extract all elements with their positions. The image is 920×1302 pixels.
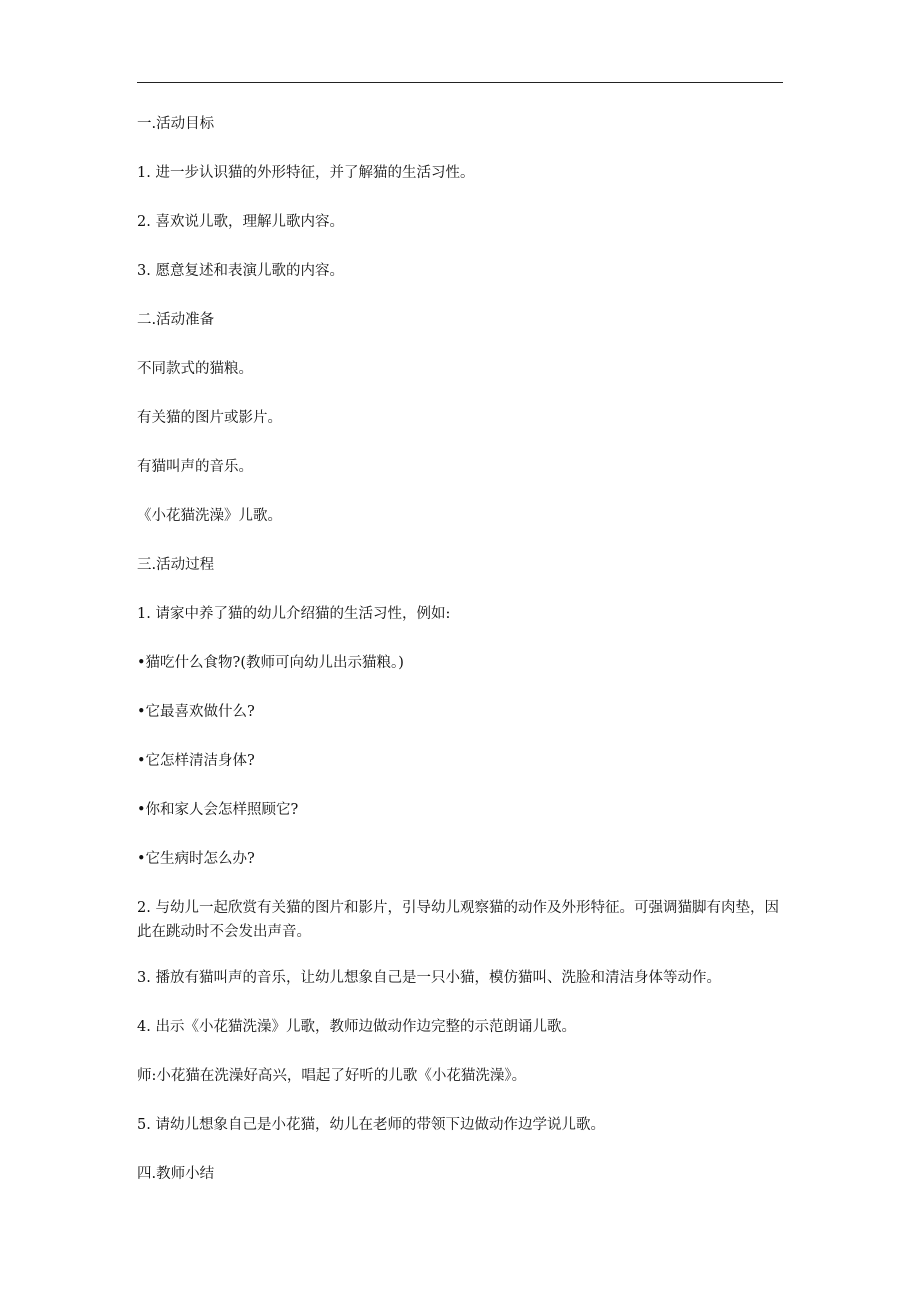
preparation-item-3: 有猫叫声的音乐。 (137, 459, 253, 475)
preparation-item-1: 不同款式的猫粮。 (137, 361, 253, 377)
goal-item-1: 1. 进一步认识猫的外形特征，并了解猫的生活习性。 (137, 165, 475, 181)
process-step-5: 5. 请幼儿想象自己是小花猫，幼儿在老师的带领下边做动作边学说儿歌。 (137, 1117, 605, 1133)
section-heading-summary: 四.教师小结 (137, 1166, 215, 1182)
section-heading-process: 三.活动过程 (137, 557, 215, 573)
preparation-item-2: 有关猫的图片或影片。 (137, 410, 282, 426)
section-heading-preparation: 二.活动准备 (137, 312, 215, 328)
section-heading-goals: 一.活动目标 (137, 116, 215, 132)
document-body (137, 112, 785, 1211)
header-rule (137, 82, 783, 83)
process-question-4: •你和家人会怎样照顾它? (137, 802, 299, 818)
process-question-3: •它怎样清洁身体? (137, 753, 255, 769)
teacher-line: 师:小花猫在洗澡好高兴，唱起了好听的儿歌《小花猫洗澡》。 (137, 1068, 527, 1084)
process-step-4: 4. 出示《小花猫洗澡》儿歌，教师边做动作边完整的示范朗诵儿歌。 (137, 1019, 576, 1035)
process-question-2: •它最喜欢做什么? (137, 704, 255, 720)
process-question-1: •猫吃什么食物?(教师可向幼儿出示猫粮。) (137, 655, 404, 671)
process-question-5: •它生病时怎么办? (137, 851, 255, 867)
goal-item-3: 3. 愿意复述和表演儿歌的内容。 (137, 263, 344, 279)
goal-item-2: 2. 喜欢说儿歌，理解儿歌内容。 (137, 214, 344, 230)
process-step-3: 3. 播放有猫叫声的音乐，让幼儿想象自己是一只小猫，模仿猫叫、洗脸和清洁身体等动作。 (137, 970, 721, 986)
process-step-2: 2. 与幼儿一起欣赏有关猫的图片和影片，引导幼儿观察猫的动作及外形特征。可强调猫脚有肉垫，因此在跳动时不会发出声音。 (137, 900, 779, 940)
process-step-1: 1. 请家中养了猫的幼儿介绍猫的生活习性，例如: (137, 606, 451, 622)
preparation-item-4: 《小花猫洗澡》儿歌。 (137, 508, 282, 524)
